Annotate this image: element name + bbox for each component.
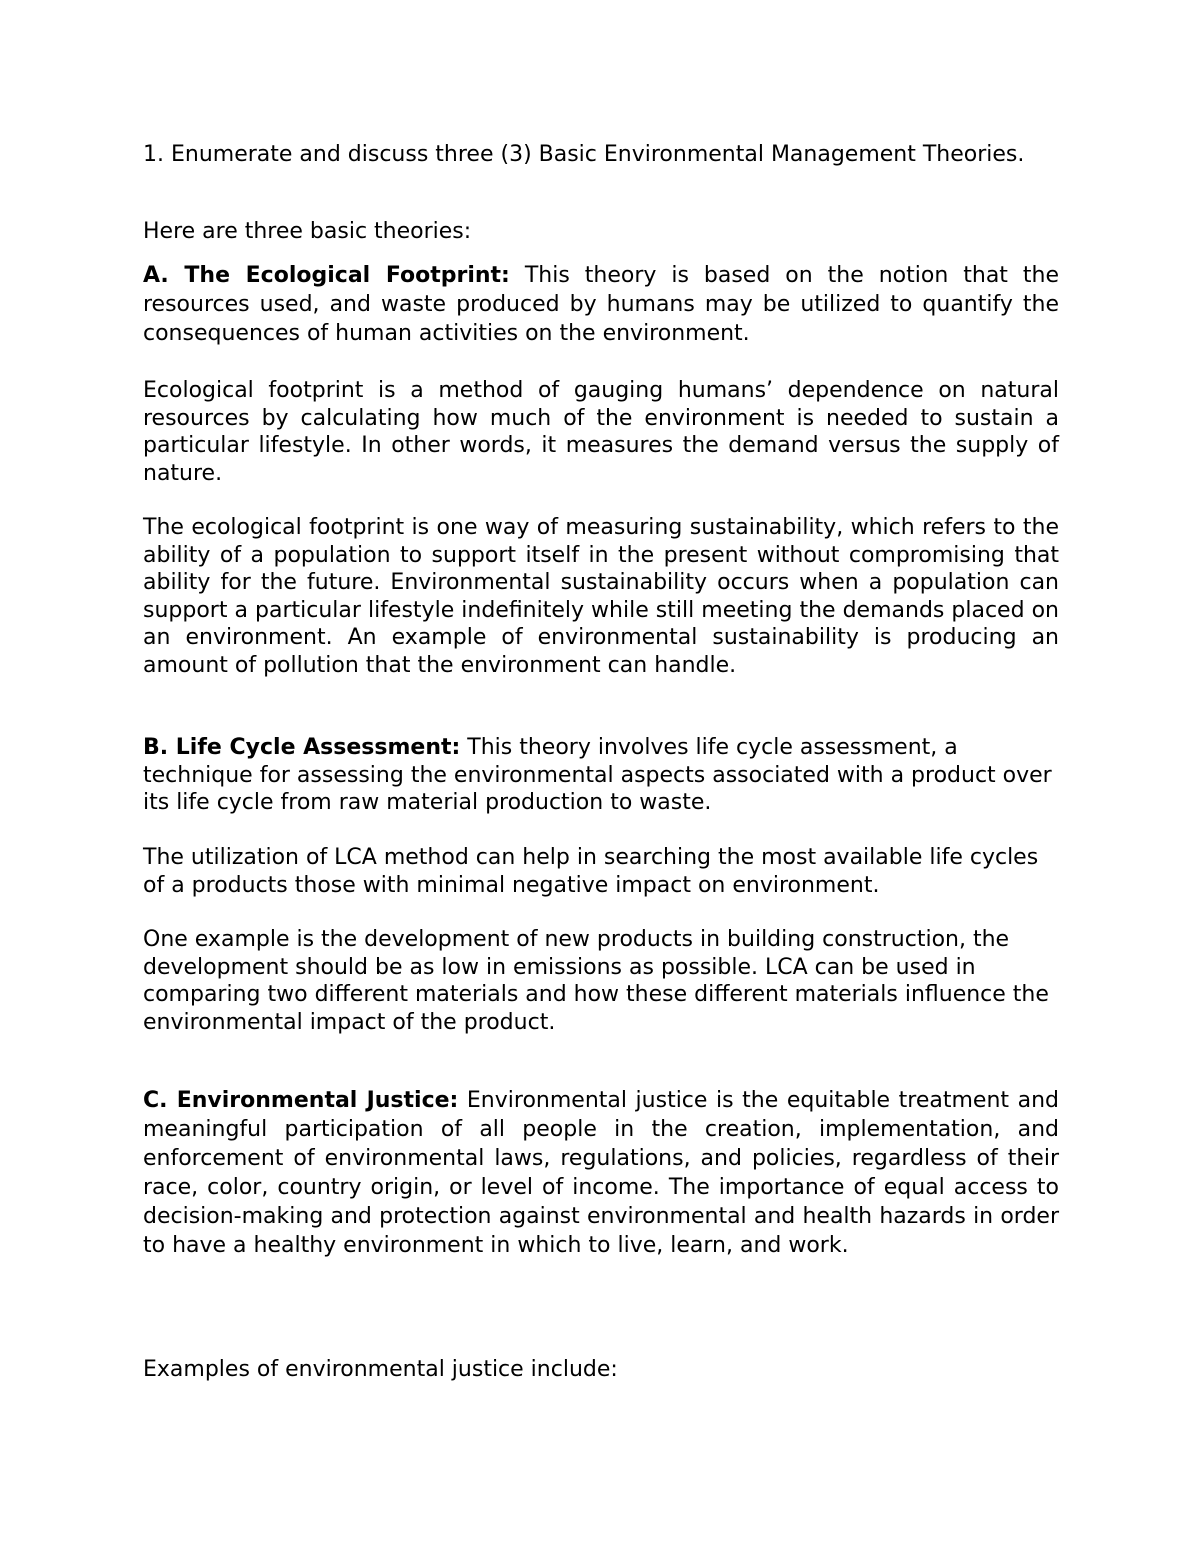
examples-intro-text: Examples of environmental justice include: (143, 1357, 618, 1382)
theory-c-heading: C. Environmental Justice: (143, 1088, 459, 1113)
theory-a-paragraph (143, 261, 1059, 348)
theory-a-text: This theory is based on the notion that the resources used, and waste produced by humans may be utilized to quantify the consequences of human activities on the environment. (143, 263, 1059, 346)
theory-b-paragraph-2: The utilization of LCA method can help in searching the most available life cycles of a products those with minimal negative impact on environment. (143, 845, 1039, 898)
theory-a-paragraph-2: Ecological footprint is a method of gauging humans’ dependence on natural resources by calculating how much of the environment is needed to sustain a particular lifestyle. In other words, it measures the demand versus the supply of nature. (143, 378, 1059, 486)
theory-b-paragraph (143, 734, 1059, 817)
theory-b-paragraph-3: One example is the development of new products in building construction, the development should be as low in emissions as possible. LCA can be used in comparing two different materials and how these different materials influence the environmental impact of the product. (143, 927, 1049, 1035)
theory-c-paragraph (143, 1086, 1059, 1260)
theory-b-heading: B. Life Cycle Assessment: (143, 735, 461, 760)
theory-b-text: This theory involves life cycle assessment, a technique for assessing the environmental aspects associated with a product over its life cycle from raw material production to waste. (143, 735, 1052, 815)
question-text: 1. Enumerate and discuss three (3) Basic Environmental Management Theories. (143, 142, 1025, 167)
theory-a-heading: A. The Ecological Footprint: (143, 263, 510, 288)
intro-text: Here are three basic theories: (143, 219, 472, 244)
theory-a-paragraph-3: The ecological footprint is one way of measuring sustainability, which refers to the ability of a population to support itself in the present without compromising that ability for the future. Environmental sustainability occurs when a population can support a particular lifestyle indefinitely while still meeting the demands placed on an environment. An example of environmental sustainability is producing an amount of pollution that the environment can handle. (143, 515, 1059, 678)
theory-c-text: Environmental justice is the equitable treatment and meaningful participation of all people in the creation, implementation, and enforcement of environmental laws, regulations, and policies, regardless of their race, color, country origin, or level of income. The importance of equal access to decision-making and protection against environmental and health hazards in order to have a healthy environment in which to live, learn, and work. (143, 1088, 1059, 1258)
